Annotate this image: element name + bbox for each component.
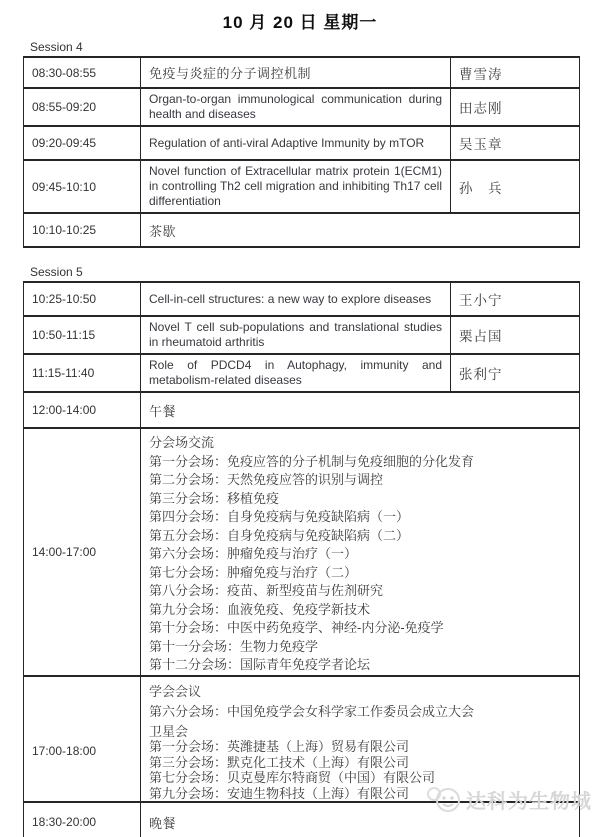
- time-cell: 09:45-10:10: [24, 160, 141, 213]
- breakout-line: 第七分会场：肿瘤免疫与治疗（二）: [149, 564, 358, 580]
- talk-title-cell: Role of PDCD4 in Autophagy, immunity and metabolism-related diseases: [141, 354, 451, 392]
- breakout-heading: 分会场交流: [149, 435, 215, 450]
- session4-table: [23, 56, 580, 248]
- breakout-line: 第九分会场：血液免疫、免疫学新技术: [149, 601, 371, 617]
- society-heading: 学会会议: [149, 683, 202, 699]
- breakout-line: 第十分会场：中医中药免疫学、神经-内分泌-免疫学: [149, 620, 444, 635]
- lunch-cell: 午餐: [141, 392, 580, 428]
- talk-title-cell: Novel function of Extracellular matrix protein 1(ECM1) in controlling Th2 cell migration and inhibiting Th17 cell differentiation: [141, 160, 451, 213]
- satellite-line: 第一分会场：英潍捷基（上海）贸易有限公司: [149, 739, 410, 754]
- talk-title-cell: Organ-to-organ immunological communication during health and diseases: [141, 88, 451, 126]
- time-cell: 11:15-11:40: [24, 354, 141, 392]
- table-row: [24, 802, 580, 837]
- table-row: [24, 282, 580, 316]
- talk-title-cell: Regulation of anti-viral Adaptive Immunity by mTOR: [141, 126, 451, 160]
- breakout-line: 第二分会场：天然免疫应答的识别与调控: [149, 472, 384, 487]
- satellite-line: 第三分会场：默克化工技术（上海）有限公司: [149, 754, 410, 770]
- table-row: [24, 126, 580, 160]
- session5-table: [23, 281, 580, 837]
- satellite-heading: 卫星会: [149, 723, 189, 739]
- break-cell: 茶歇: [141, 213, 580, 247]
- talk-title-cell: Cell-in-cell structures: a new way to explore diseases: [141, 282, 451, 316]
- page-title: 10 月 20 日 星期一: [222, 13, 378, 32]
- time-cell: 17:00-18:00: [24, 676, 141, 803]
- time-cell: 10:25-10:50: [24, 282, 141, 316]
- evening-cell: [141, 676, 580, 803]
- time-cell: 14:00-17:00: [24, 428, 141, 676]
- speaker-cell: 王小宁: [451, 282, 580, 316]
- table-row: [24, 676, 580, 803]
- breakout-line: 第十一分会场：生物力免疫学: [149, 638, 319, 654]
- speaker-cell: 吴玉章: [451, 126, 580, 160]
- speaker-cell: 曹雪涛: [451, 57, 580, 88]
- breakout-cell: [141, 428, 580, 676]
- table-row: [24, 160, 580, 213]
- breakout-line: 第十二分会场：国际青年免疫学者论坛: [149, 657, 371, 672]
- time-cell: 18:30-20:00: [24, 802, 141, 837]
- talk-title-cell: Novel T cell sub-populations and translational studies in rheumatoid arthritis: [141, 316, 451, 354]
- breakout-line: 第四分会场：自身免疫病与免疫缺陷病（一）: [149, 509, 410, 524]
- speaker-cell: 田志刚: [451, 88, 580, 126]
- session4-label: Session 4: [30, 40, 83, 54]
- society-line: 第六分会场：中国免疫学会女科学家工作委员会成立大会: [149, 703, 475, 719]
- talk-title-cell: 免疫与炎症的分子调控机制: [141, 57, 451, 88]
- speaker-cell: 栗占国: [451, 316, 580, 354]
- table-row: [24, 354, 580, 392]
- table-row: [24, 57, 580, 88]
- breakout-line: 第三分会场：移植免疫: [149, 490, 280, 506]
- breakout-line: 第八分会场：疫苗、新型疫苗与佐剂研究: [149, 583, 384, 598]
- time-cell: 10:10-10:25: [24, 213, 141, 247]
- table-row: [24, 392, 580, 428]
- session5-label: Session 5: [30, 265, 83, 279]
- table-row: [24, 88, 580, 126]
- watermark-text: 达科为生物城: [466, 790, 592, 813]
- satellite-line: 第七分会场：贝克曼库尔特商贸（中国）有限公司: [149, 770, 436, 785]
- satellite-line: 第九分会场：安迪生物科技（上海）有限公司: [149, 785, 410, 801]
- time-cell: 10:50-11:15: [24, 316, 141, 354]
- table-row: [24, 316, 580, 354]
- breakout-line: 第一分会场：免疫应答的分子机制与免疫细胞的分化发育: [149, 453, 475, 469]
- time-cell: 08:55-09:20: [24, 88, 141, 126]
- table-row: [24, 428, 580, 676]
- breakout-line: 第六分会场：肿瘤免疫与治疗（一）: [149, 546, 358, 561]
- time-cell: 12:00-14:00: [24, 392, 141, 428]
- time-cell: 09:20-09:45: [24, 126, 141, 160]
- dinner-cell: 晚餐: [141, 802, 580, 837]
- table-row: [24, 213, 580, 247]
- speaker-cell: 张利宁: [451, 354, 580, 392]
- breakout-line: 第五分会场：自身免疫病与免疫缺陷病（二）: [149, 527, 410, 543]
- time-cell: 08:30-08:55: [24, 57, 141, 88]
- speaker-cell: 孙 兵: [451, 160, 580, 213]
